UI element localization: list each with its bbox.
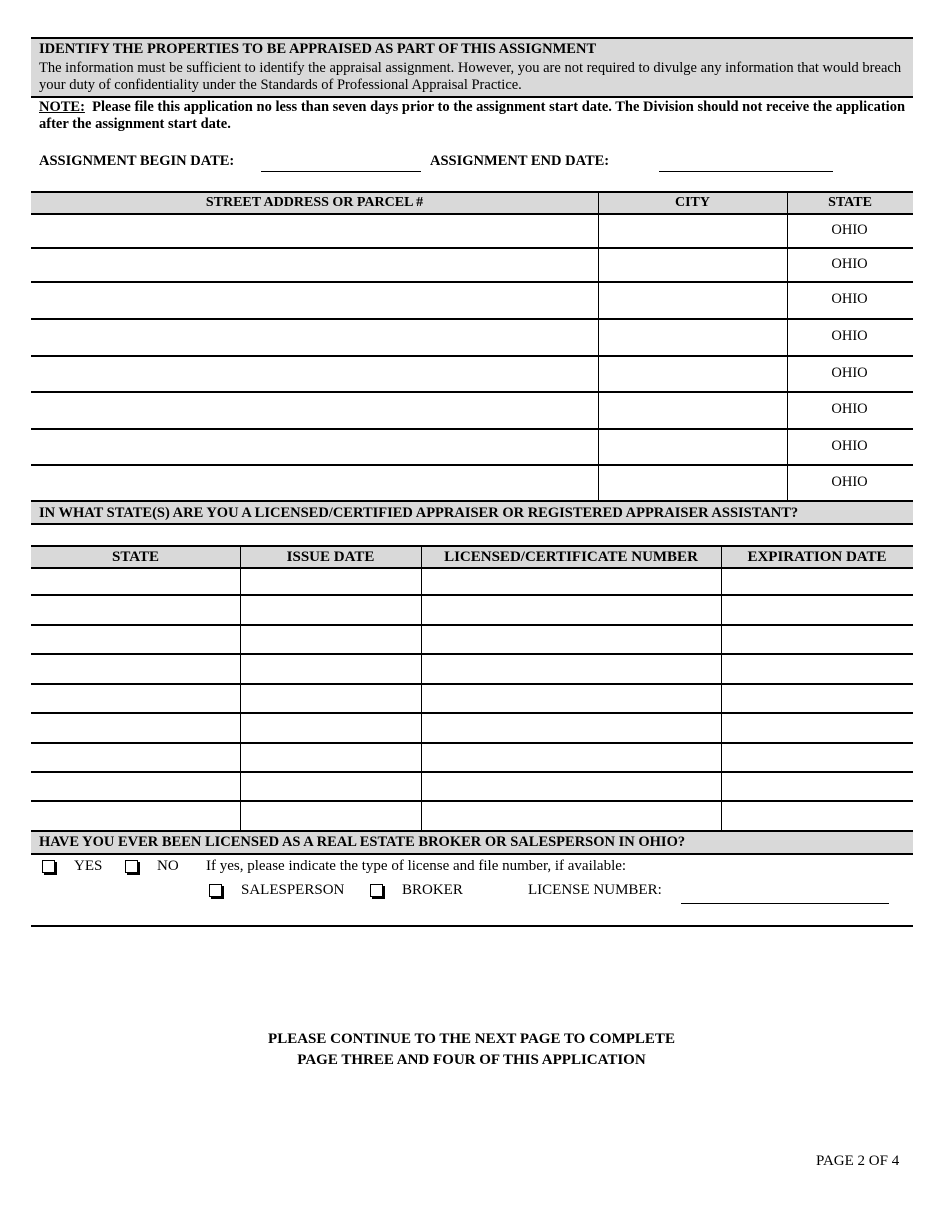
- city-input[interactable]: [602, 396, 786, 426]
- divider: [31, 567, 913, 569]
- license-number-input[interactable]: [426, 628, 721, 652]
- divider: [31, 925, 913, 927]
- row-divider: [31, 771, 913, 773]
- row-divider: [31, 318, 913, 320]
- license-state-input[interactable]: [35, 804, 239, 828]
- issue-date-input[interactable]: [245, 628, 421, 652]
- no-label: NO: [157, 858, 179, 874]
- header-street: STREET ADDRESS OR PARCEL #: [205, 195, 424, 210]
- issue-date-input[interactable]: [245, 717, 421, 741]
- identify-title: IDENTIFY THE PROPERTIES TO BE APPRAISED AS PART OF THIS ASSIGNMENT: [39, 41, 597, 57]
- broker-checkbox[interactable]: [370, 884, 383, 897]
- expiration-date-input[interactable]: [726, 804, 913, 828]
- license-state-input[interactable]: [35, 717, 239, 741]
- note-text: Please file this application no less than seven days prior to the assignment start date. The Division should not receive the application after the assignment start date.: [39, 99, 906, 132]
- divider: [31, 213, 913, 215]
- salesperson-label: SALESPERSON: [241, 882, 345, 898]
- divider: [31, 523, 913, 525]
- license-state-input[interactable]: [35, 571, 239, 593]
- end-date-input[interactable]: [659, 153, 837, 173]
- license-number-input[interactable]: [426, 658, 721, 682]
- license-state-input[interactable]: [35, 628, 239, 652]
- city-input[interactable]: [602, 251, 786, 279]
- city-input[interactable]: [602, 433, 786, 462]
- state-value: OHIO: [831, 291, 868, 307]
- licensed-title: IN WHAT STATE(S) ARE YOU A LICENSED/CERTIFIED APPRAISER OR REGISTERED APPRAISER ASSISTANT?: [39, 505, 799, 521]
- divider: [31, 191, 913, 193]
- street-address-input[interactable]: [35, 433, 597, 462]
- yes-checkbox[interactable]: [42, 860, 55, 873]
- row-divider: [31, 428, 913, 430]
- row-divider: [31, 742, 913, 744]
- divider: [31, 545, 913, 547]
- header-license-number: LICENSED/CERTIFICATE NUMBER: [444, 549, 698, 565]
- license-number-input[interactable]: [426, 717, 721, 741]
- note-label: NOTE:: [39, 99, 85, 115]
- column-divider: [421, 545, 422, 830]
- begin-date-underline: [261, 171, 421, 172]
- expiration-date-input[interactable]: [726, 599, 913, 623]
- end-date-label: ASSIGNMENT END DATE:: [430, 153, 610, 169]
- begin-date-input[interactable]: [261, 153, 425, 173]
- street-address-input[interactable]: [35, 217, 597, 245]
- row-divider: [31, 594, 913, 596]
- header-state: STATE: [112, 549, 159, 565]
- street-address-input[interactable]: [35, 286, 597, 316]
- license-number-input[interactable]: [426, 804, 721, 828]
- broker-title: HAVE YOU EVER BEEN LICENSED AS A REAL ESTATE BROKER OR SALESPERSON IN OHIO?: [39, 834, 686, 850]
- expiration-date-input[interactable]: [726, 571, 913, 593]
- street-address-input[interactable]: [35, 396, 597, 426]
- yes-label: YES: [74, 858, 103, 874]
- expiration-date-input[interactable]: [726, 775, 913, 799]
- begin-date-label: ASSIGNMENT BEGIN DATE:: [39, 153, 235, 169]
- state-value: OHIO: [831, 438, 868, 454]
- row-divider: [31, 391, 913, 393]
- issue-date-input[interactable]: [245, 658, 421, 682]
- issue-date-input[interactable]: [245, 599, 421, 623]
- expiration-date-input[interactable]: [726, 717, 913, 741]
- city-input[interactable]: [602, 217, 786, 245]
- row-divider: [31, 683, 913, 685]
- license-number-field[interactable]: [681, 882, 893, 904]
- divider: [31, 830, 913, 832]
- column-divider: [598, 191, 599, 500]
- no-checkbox[interactable]: [125, 860, 138, 873]
- street-address-input[interactable]: [35, 469, 597, 499]
- street-address-input[interactable]: [35, 251, 597, 279]
- state-value: OHIO: [831, 328, 868, 344]
- row-divider: [31, 624, 913, 626]
- divider: [31, 37, 913, 39]
- license-state-input[interactable]: [35, 775, 239, 799]
- header-city: CITY: [674, 195, 710, 210]
- license-state-input[interactable]: [35, 599, 239, 623]
- column-divider: [240, 545, 241, 830]
- end-date-underline: [659, 171, 833, 172]
- issue-date-input[interactable]: [245, 746, 421, 770]
- license-number-input[interactable]: [426, 746, 721, 770]
- expiration-date-input[interactable]: [726, 658, 913, 682]
- expiration-date-input[interactable]: [726, 628, 913, 652]
- continue-line-2: PAGE THREE AND FOUR OF THIS APPLICATION: [297, 1052, 646, 1068]
- broker-label: BROKER: [402, 882, 463, 898]
- state-value: OHIO: [831, 401, 868, 417]
- expiration-date-input[interactable]: [726, 687, 913, 711]
- page-number: PAGE 2 OF 4: [816, 1153, 900, 1169]
- divider: [31, 853, 913, 855]
- column-divider: [721, 545, 722, 830]
- divider: [31, 96, 913, 98]
- row-divider: [31, 712, 913, 714]
- header-state: STATE: [828, 195, 872, 210]
- license-number-input[interactable]: [426, 599, 721, 623]
- row-divider: [31, 800, 913, 802]
- city-input[interactable]: [602, 286, 786, 316]
- row-divider: [31, 355, 913, 357]
- license-state-input[interactable]: [35, 687, 239, 711]
- note: [39, 99, 905, 133]
- license-number-input[interactable]: [426, 687, 721, 711]
- row-divider: [31, 281, 913, 283]
- row-divider: [31, 653, 913, 655]
- salesperson-checkbox[interactable]: [209, 884, 222, 897]
- license-state-input[interactable]: [35, 658, 239, 682]
- state-value: OHIO: [831, 474, 868, 490]
- state-value: OHIO: [831, 256, 868, 272]
- issue-date-input[interactable]: [245, 571, 421, 593]
- city-input[interactable]: [602, 469, 786, 499]
- issue-date-input[interactable]: [245, 687, 421, 711]
- issue-date-input[interactable]: [245, 804, 421, 828]
- continue-line-1: PLEASE CONTINUE TO THE NEXT PAGE TO COMPLETE: [268, 1031, 675, 1047]
- state-value: OHIO: [831, 365, 868, 381]
- divider: [31, 500, 913, 502]
- state-value: OHIO: [831, 222, 868, 238]
- license-number-underline: [681, 903, 889, 904]
- expiration-date-input[interactable]: [726, 746, 913, 770]
- street-address-input[interactable]: [35, 323, 597, 353]
- license-state-input[interactable]: [35, 746, 239, 770]
- row-divider: [31, 247, 913, 249]
- header-expiration-date: EXPIRATION DATE: [747, 549, 887, 565]
- license-number-input[interactable]: [426, 775, 721, 799]
- row-divider: [31, 464, 913, 466]
- header-issue-date: ISSUE DATE: [286, 549, 375, 565]
- city-input[interactable]: [602, 323, 786, 353]
- license-number-input[interactable]: [426, 571, 721, 593]
- street-address-input[interactable]: [35, 360, 597, 389]
- city-input[interactable]: [602, 360, 786, 389]
- license-number-label: LICENSE NUMBER:: [528, 882, 662, 898]
- issue-date-input[interactable]: [245, 775, 421, 799]
- identify-body: The information must be sufficient to identify the appraisal assignment. However, you are not required to divulge any information that would breach your duty of confidentiality under the Standards of Professional Appraisal Practice.: [39, 60, 902, 93]
- if-yes-text: If yes, please indicate the type of license and file number, if available:: [206, 858, 627, 874]
